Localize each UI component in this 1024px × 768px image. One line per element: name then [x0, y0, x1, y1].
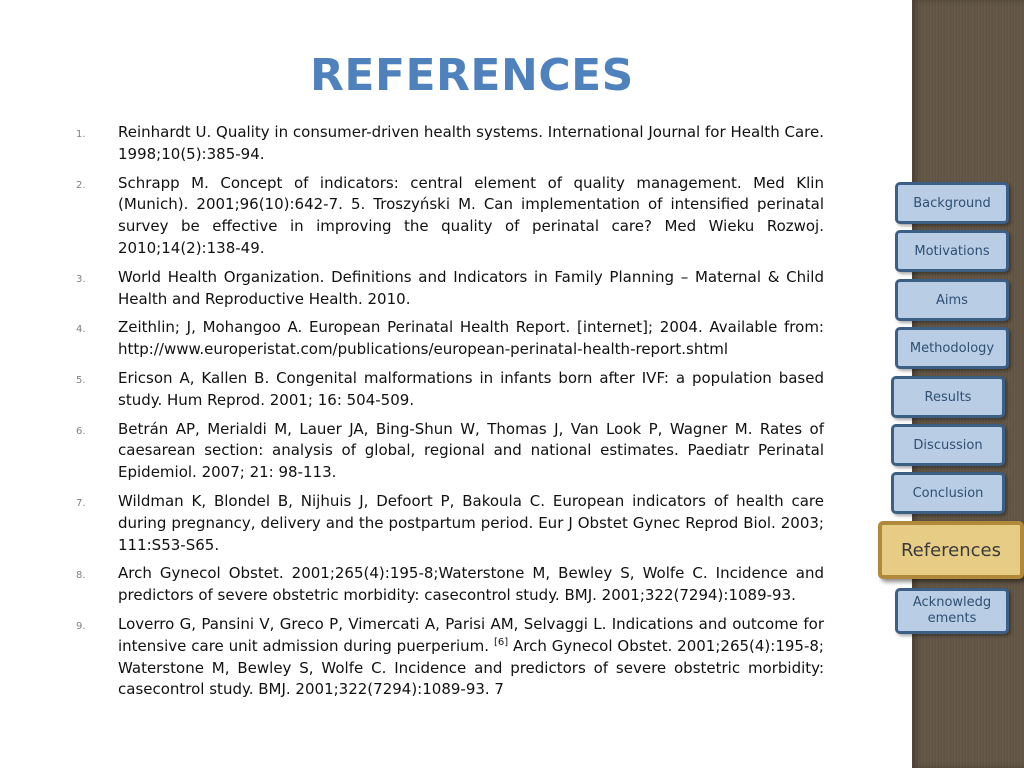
reference-item-9 [76, 614, 824, 701]
reference-number: 9. [76, 620, 86, 632]
nav-button-discussion[interactable]: Discussion [891, 424, 1005, 466]
nav-button-acknowledgements[interactable]: Acknowledg ements [895, 588, 1009, 634]
reference-text: Schrapp M. Concept of indicators: central element of quality management. Med Klin (Munich). 2001;96(10):642-7. 5. Troszyński M. Can implementation of intensified perinatal survey be effective in improving the quality of perinatal care? Med Wieku Rozwoj. 2010;14(2):138-49. [118, 173, 824, 257]
nav-button-motivations[interactable]: Motivations [895, 230, 1009, 272]
reference-item-3 [76, 267, 824, 311]
nav-button-references[interactable]: References [878, 521, 1024, 579]
reference-item-8 [76, 563, 824, 607]
reference-item-5 [76, 368, 824, 412]
reference-text: Zeithlin; J, Mohangoo A. European Perinatal Health Report. [internet]; 2004. Available from: http://www.europeristat.com/publications/european-perinatal-health-report.shtml [118, 318, 824, 359]
reference-text: Wildman K, Blondel B, Nijhuis J, Defoort P, Bakoula C. European indicators of health care during pregnancy, delivery and the postpartum period. Eur J Obstet Gynec Reprod Biol. 2003; 111:S53-S65. [118, 491, 824, 554]
citation-superscript: [6] [493, 636, 509, 648]
reference-text: Ericson A, Kallen B. Congenital malformations in infants born after IVF: a population based study. Hum Reprod. 2001; 16: 504-509. [118, 368, 824, 409]
reference-item-4 [76, 317, 824, 361]
reference-number: 4. [76, 324, 86, 336]
reference-text: Betrán AP, Merialdi M, Lauer JA, Bing-Shun W, Thomas J, Van Look P, Wagner M. Rates of caesarean section: analysis of global, regional and national estimates. Paediatr Perinatal Epidemiol. 2007; 21: 98-113. [118, 419, 824, 482]
reference-item-1 [76, 122, 824, 166]
navigation-sidebar [900, 0, 1024, 768]
reference-list [76, 122, 824, 708]
nav-button-results[interactable]: Results [891, 376, 1005, 418]
reference-item-6 [76, 419, 824, 484]
nav-button-aims[interactable]: Aims [895, 279, 1009, 321]
nav-button-conclusion[interactable]: Conclusion [891, 472, 1005, 514]
slide-title: REFERENCES [310, 50, 634, 101]
reference-text: Arch Gynecol Obstet. 2001;265(4):195-8;Waterstone M, Bewley S, Wolfe C. Incidence and predictors of severe obstetric morbidity: casecontrol study. BMJ. 2001;322(7294):1089-93. [118, 564, 824, 605]
reference-text-part: Loverro G, Pansini V, Greco P, Vimercati A, Parisi AM, Selvaggi L. Indications and outcome for intensive care unit admission during puerperium. [118, 614, 824, 655]
reference-number: 3. [76, 273, 86, 285]
reference-text [118, 615, 824, 698]
reference-item-2 [76, 173, 824, 260]
nav-button-background[interactable]: Background [895, 182, 1009, 224]
reference-number: 1. [76, 129, 86, 140]
reference-text: World Health Organization. Definitions and Indicators in Family Planning – Maternal & Child Health and Reproductive Health. 2010. [118, 267, 824, 308]
reference-number: 2. [76, 179, 86, 191]
reference-text: Reinhardt U. Quality in consumer-driven health systems. International Journal for Health Care. 1998;10(5):385-94. [118, 123, 824, 163]
reference-number: 8. [76, 570, 86, 582]
reference-text-part: Arch Gynecol Obstet. 2001;265(4):195-8; Waterstone M, Bewley S, Wolfe C. Incidence and predictors of severe obstetric morbidity: casecontrol study. BMJ. 2001;322(7294):1089-93. 7 [118, 636, 824, 699]
reference-item-7 [76, 491, 824, 556]
reference-number: 6. [76, 425, 86, 437]
reference-number: 5. [76, 374, 86, 386]
reference-number: 7. [76, 497, 86, 509]
nav-button-methodology[interactable]: Methodology [895, 327, 1009, 369]
